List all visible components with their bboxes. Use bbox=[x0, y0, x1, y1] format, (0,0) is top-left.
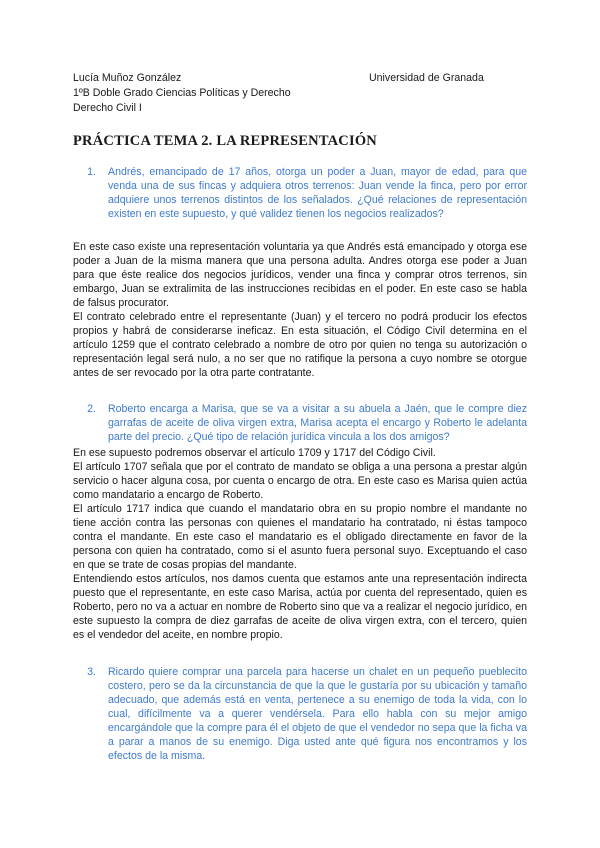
course-name: 1ºB Doble Grado Ciencias Políticas y Derecho bbox=[73, 87, 291, 99]
page-title: PRÁCTICA TEMA 2. LA REPRESENTACIÓN bbox=[73, 133, 377, 149]
header-line-1 bbox=[73, 71, 533, 86]
document-header bbox=[73, 71, 533, 116]
answer-paragraph: Entendiendo estos artículos, nos damos cuenta que estamos ante una representación indirecta puesto que el representante, en este caso Marisa, actúa por cuenta del representado, quien es Roberto, pero no va a actuar en nombre de Roberto sino que va a realizar el negocio jurídico, en este supuesto la compra de diez garrafas de aceite de oliva virgen extra, con el tercero, quien es el vendedor del aceite, en nombre propio. bbox=[73, 573, 527, 641]
question-2 bbox=[73, 402, 527, 444]
answer-paragraph: El artículo 1707 señala que por el contrato de mandato se obliga a una persona a prestar algún servicio o hacer alguna cosa, por cuenta o encargo de otra. En este caso es Marisa quien actúa como mandatario a encargo de Roberto. bbox=[73, 461, 527, 501]
question-3 bbox=[73, 665, 527, 763]
question-text: Roberto encarga a Marisa, que se va a visitar a su abuela a Jaén, que le compre diez garrafas de aceite de oliva virgen extra, Marisa acepta el encargo y Roberto le adelanta parte del precio. ¿Qué tipo de relación jurídica vincula a los dos amigos? bbox=[108, 403, 527, 443]
question-number: 2. bbox=[87, 403, 96, 415]
answer-paragraph: El artículo 1717 indica que cuando el mandatario obra en su propio nombre el mandante no tiene acción contra las personas con quienes el mandatario ha contratado, ni éstas tampoco contra el mandante. En este caso el mandatario es el obligado directamente en favor de la persona con quien ha contratado, como si el asunto fuera personal suyo. Exceptuando el caso en que se trate de cosas propias del mandante. bbox=[73, 503, 527, 571]
question-number: 3. bbox=[87, 666, 96, 678]
answer-paragraph: En ese supuesto podremos observar el artículo 1709 y 1717 del Código Civil. bbox=[73, 447, 436, 459]
question-text: Ricardo quiere comprar una parcela para hacerse un chalet en un pequeño pueblecito costero, pero se da la circunstancia de que la que le gustaría por su ubicación y tamaño adecuado, que además está en venta, pertenece a su enemigo de toda la vida, con lo cual, difícilmente va a querer vendérsela. Para ello habla con su mejor amigo encargándole que la compre para él el objeto de que el vendedor no sepa que la ficha va a parar a manos de su enemigo. Diga usted ante qué figura nos encontramos y los efectos de la misma. bbox=[108, 666, 527, 762]
answer-paragraph: En este caso existe una representación voluntaria ya que Andrés está emancipado y otorga ese poder a Juan de la misma manera que una persona adulta. Andres otorga ese poder a Juan para que éste realice dos negocios jurídicos, vender una finca y comprar otros terrenos, sin embargo, Juan se extralimita de las instrucciones recibidas en el poder. En este caso se habla de falsus procurator. bbox=[73, 241, 527, 309]
answer-1 bbox=[73, 240, 527, 380]
answer-2 bbox=[73, 446, 527, 642]
subject-name: Derecho Civil I bbox=[73, 102, 142, 114]
author-name: Lucía Muñoz González bbox=[73, 72, 182, 84]
question-number: 1. bbox=[87, 166, 96, 178]
question-text: Andrés, emancipado de 17 años, otorga un poder a Juan, mayor de edad, para que venda una de sus fincas y adquiera otros terrenos: Juan vende la finca, pero por error adquiere unos terrenos distintos de los señalados. ¿Qué relaciones de representación existen en este supuesto, y qué validez tienen los negocios realizados? bbox=[108, 166, 527, 220]
answer-paragraph: El contrato celebrado entre el representante (Juan) y el tercero no podrá producir los efectos propios y habrá de considerarse ineficaz. En esta situación, el Código Civil determina en el artículo 1259 que el contrato celebrado a nombre de otro por quien no tenga su autorización o representación legal será nulo, a no ser que no ratifique la persona a cuyo nombre se otorgue antes de ser revocado por la otra parte contratante. bbox=[73, 311, 527, 379]
question-1 bbox=[73, 165, 527, 221]
university-name: Universidad de Granada bbox=[369, 72, 484, 84]
